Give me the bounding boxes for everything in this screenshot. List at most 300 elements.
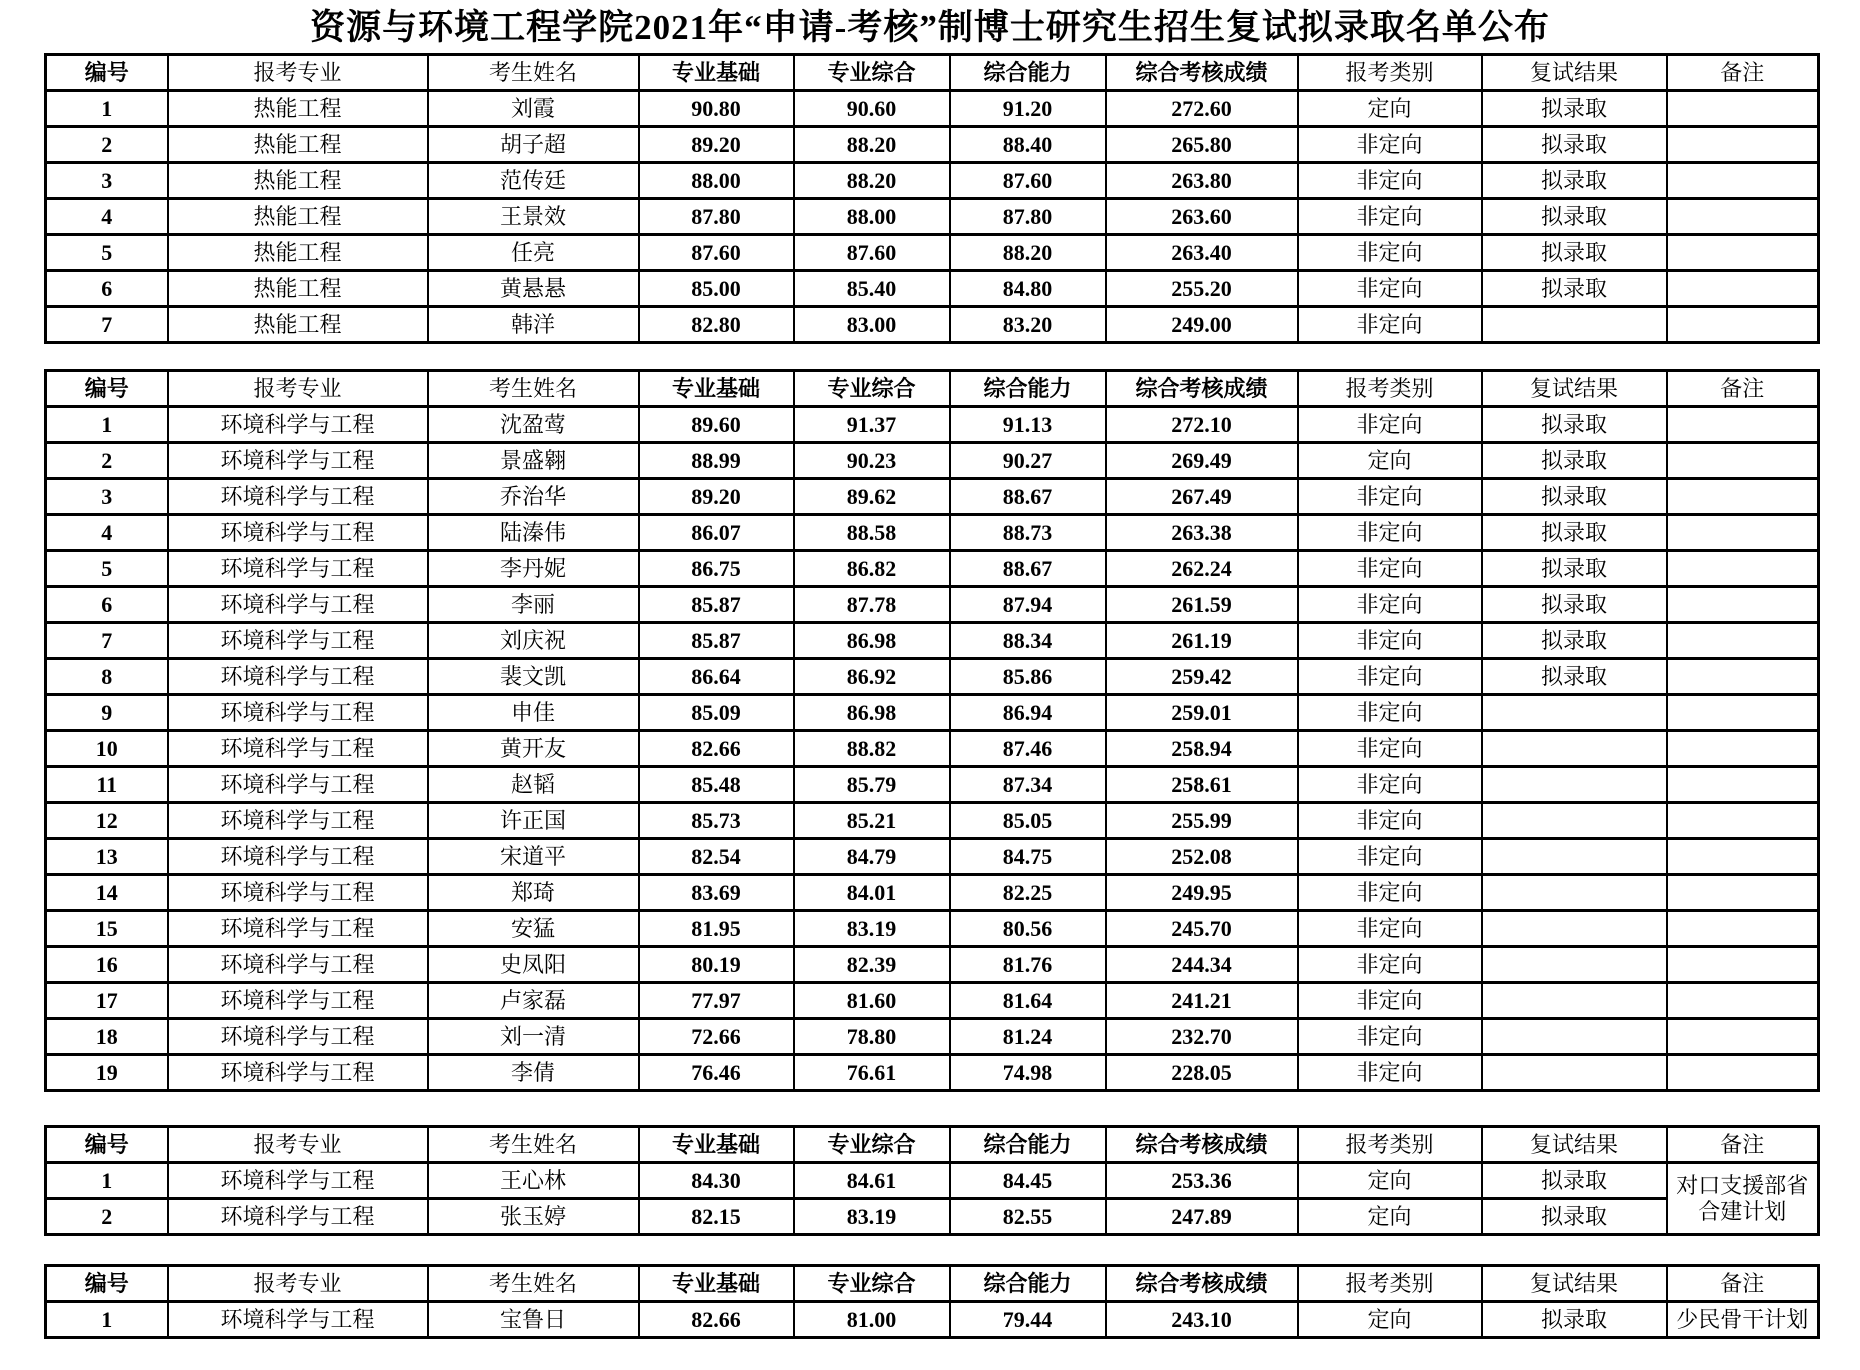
cell-note	[1667, 127, 1819, 163]
cell-category: 非定向	[1298, 767, 1482, 803]
cell-comp: 86.98	[794, 623, 950, 659]
cell-comp: 82.39	[794, 947, 950, 983]
table-row	[46, 91, 1819, 127]
cell-name: 申佳	[428, 695, 639, 731]
cell-total: 232.70	[1106, 1019, 1298, 1055]
cell-no: 17	[46, 983, 168, 1019]
cell-no: 1	[46, 1163, 168, 1199]
cell-base: 82.15	[639, 1199, 794, 1235]
cell-note	[1667, 947, 1819, 983]
cell-total: 261.19	[1106, 623, 1298, 659]
cell-note	[1667, 515, 1819, 551]
cell-name: 郑琦	[428, 875, 639, 911]
cell-category: 定向	[1298, 1199, 1482, 1235]
cell-result: 拟录取	[1482, 235, 1667, 271]
cell-no: 2	[46, 127, 168, 163]
cell-name: 范传廷	[428, 163, 639, 199]
cell-total: 267.49	[1106, 479, 1298, 515]
cell-name: 李丽	[428, 587, 639, 623]
roster-table-3	[44, 1125, 1820, 1236]
cell-total: 249.00	[1106, 307, 1298, 343]
cell-base: 82.66	[639, 731, 794, 767]
table-row	[46, 983, 1819, 1019]
cell-ability: 88.67	[950, 551, 1106, 587]
cell-base: 85.87	[639, 623, 794, 659]
cell-category: 非定向	[1298, 911, 1482, 947]
table-row	[46, 127, 1819, 163]
table-row	[46, 199, 1819, 235]
header-ability: 综合能力	[950, 1266, 1106, 1302]
cell-ability: 91.20	[950, 91, 1106, 127]
cell-note: 对口支援部省合建计划	[1667, 1163, 1819, 1235]
header-total: 综合考核成绩	[1106, 371, 1298, 407]
header-result: 复试结果	[1482, 371, 1667, 407]
header-no: 编号	[46, 55, 168, 91]
cell-note	[1667, 983, 1819, 1019]
cell-category: 非定向	[1298, 659, 1482, 695]
table-row	[46, 623, 1819, 659]
cell-result	[1482, 983, 1667, 1019]
cell-base: 86.07	[639, 515, 794, 551]
cell-no: 14	[46, 875, 168, 911]
cell-ability: 83.20	[950, 307, 1106, 343]
cell-total: 253.36	[1106, 1163, 1298, 1199]
cell-result: 拟录取	[1482, 1163, 1667, 1199]
cell-comp: 88.20	[794, 127, 950, 163]
table-row	[46, 307, 1819, 343]
cell-no: 13	[46, 839, 168, 875]
header-major: 报考专业	[168, 1266, 428, 1302]
header-category: 报考类别	[1298, 1127, 1482, 1163]
cell-category: 非定向	[1298, 407, 1482, 443]
cell-name: 沈盈莺	[428, 407, 639, 443]
header-name: 考生姓名	[428, 55, 639, 91]
table-row	[46, 839, 1819, 875]
cell-comp: 85.40	[794, 271, 950, 307]
cell-major: 环境科学与工程	[168, 1163, 428, 1199]
header-comp: 专业综合	[794, 55, 950, 91]
cell-ability: 87.94	[950, 587, 1106, 623]
cell-result: 拟录取	[1482, 1199, 1667, 1235]
table-row	[46, 587, 1819, 623]
cell-result: 拟录取	[1482, 515, 1667, 551]
table-row	[46, 271, 1819, 307]
cell-no: 8	[46, 659, 168, 695]
header-base: 专业基础	[639, 1127, 794, 1163]
cell-comp: 78.80	[794, 1019, 950, 1055]
roster-table-2	[44, 369, 1820, 1092]
cell-major: 热能工程	[168, 91, 428, 127]
cell-name: 张玉婷	[428, 1199, 639, 1235]
cell-note	[1667, 235, 1819, 271]
cell-total: 263.40	[1106, 235, 1298, 271]
cell-name: 韩洋	[428, 307, 639, 343]
cell-comp: 81.00	[794, 1302, 950, 1338]
cell-major: 环境科学与工程	[168, 875, 428, 911]
cell-comp: 87.60	[794, 235, 950, 271]
cell-ability: 85.05	[950, 803, 1106, 839]
cell-base: 89.20	[639, 127, 794, 163]
cell-category: 非定向	[1298, 1055, 1482, 1091]
table-row	[46, 551, 1819, 587]
cell-base: 88.00	[639, 163, 794, 199]
header-row	[46, 1266, 1819, 1302]
cell-no: 18	[46, 1019, 168, 1055]
roster-table-4	[44, 1264, 1820, 1339]
cell-ability: 84.80	[950, 271, 1106, 307]
header-base: 专业基础	[639, 1266, 794, 1302]
cell-comp: 88.20	[794, 163, 950, 199]
cell-note	[1667, 767, 1819, 803]
cell-result: 拟录取	[1482, 407, 1667, 443]
cell-base: 72.66	[639, 1019, 794, 1055]
cell-result	[1482, 911, 1667, 947]
cell-major: 环境科学与工程	[168, 839, 428, 875]
cell-result	[1482, 731, 1667, 767]
header-base: 专业基础	[639, 55, 794, 91]
header-row	[46, 55, 1819, 91]
cell-base: 87.60	[639, 235, 794, 271]
header-no: 编号	[46, 1127, 168, 1163]
cell-base: 86.75	[639, 551, 794, 587]
cell-ability: 88.73	[950, 515, 1106, 551]
cell-note	[1667, 587, 1819, 623]
table-row	[46, 515, 1819, 551]
cell-result: 拟录取	[1482, 127, 1667, 163]
cell-comp: 85.21	[794, 803, 950, 839]
cell-ability: 87.34	[950, 767, 1106, 803]
cell-base: 90.80	[639, 91, 794, 127]
cell-no: 5	[46, 235, 168, 271]
cell-name: 胡子超	[428, 127, 639, 163]
cell-base: 85.00	[639, 271, 794, 307]
cell-comp: 86.82	[794, 551, 950, 587]
cell-name: 刘霞	[428, 91, 639, 127]
cell-category: 非定向	[1298, 163, 1482, 199]
cell-result: 拟录取	[1482, 271, 1667, 307]
cell-result: 拟录取	[1482, 199, 1667, 235]
cell-comp: 88.00	[794, 199, 950, 235]
cell-name: 裴文凯	[428, 659, 639, 695]
cell-note	[1667, 1019, 1819, 1055]
cell-result	[1482, 695, 1667, 731]
cell-category: 非定向	[1298, 1019, 1482, 1055]
cell-no: 7	[46, 307, 168, 343]
cell-name: 乔治华	[428, 479, 639, 515]
cell-major: 热能工程	[168, 127, 428, 163]
cell-no: 6	[46, 587, 168, 623]
cell-no: 15	[46, 911, 168, 947]
cell-result	[1482, 839, 1667, 875]
roster-table-1	[44, 53, 1820, 344]
cell-comp: 85.79	[794, 767, 950, 803]
cell-major: 环境科学与工程	[168, 911, 428, 947]
cell-no: 12	[46, 803, 168, 839]
cell-base: 85.09	[639, 695, 794, 731]
cell-base: 84.30	[639, 1163, 794, 1199]
cell-major: 环境科学与工程	[168, 443, 428, 479]
table-row	[46, 947, 1819, 983]
header-major: 报考专业	[168, 371, 428, 407]
header-category: 报考类别	[1298, 55, 1482, 91]
cell-result	[1482, 1019, 1667, 1055]
cell-major: 环境科学与工程	[168, 623, 428, 659]
cell-category: 非定向	[1298, 235, 1482, 271]
header-major: 报考专业	[168, 55, 428, 91]
cell-base: 89.60	[639, 407, 794, 443]
header-result: 复试结果	[1482, 1266, 1667, 1302]
header-note: 备注	[1667, 1266, 1819, 1302]
table-row	[46, 767, 1819, 803]
cell-name: 卢家磊	[428, 983, 639, 1019]
cell-ability: 88.67	[950, 479, 1106, 515]
cell-major: 环境科学与工程	[168, 983, 428, 1019]
cell-result: 拟录取	[1482, 659, 1667, 695]
cell-major: 环境科学与工程	[168, 1055, 428, 1091]
header-total: 综合考核成绩	[1106, 1266, 1298, 1302]
cell-comp: 84.79	[794, 839, 950, 875]
cell-name: 安猛	[428, 911, 639, 947]
cell-major: 环境科学与工程	[168, 515, 428, 551]
cell-ability: 87.46	[950, 731, 1106, 767]
cell-major: 热能工程	[168, 307, 428, 343]
cell-comp: 89.62	[794, 479, 950, 515]
cell-total: 243.10	[1106, 1302, 1298, 1338]
cell-major: 环境科学与工程	[168, 731, 428, 767]
cell-total: 244.34	[1106, 947, 1298, 983]
cell-no: 2	[46, 443, 168, 479]
cell-total: 259.01	[1106, 695, 1298, 731]
cell-major: 环境科学与工程	[168, 407, 428, 443]
header-total: 综合考核成绩	[1106, 1127, 1298, 1163]
cell-category: 非定向	[1298, 695, 1482, 731]
cell-comp: 81.60	[794, 983, 950, 1019]
cell-major: 环境科学与工程	[168, 587, 428, 623]
header-result: 复试结果	[1482, 1127, 1667, 1163]
cell-note	[1667, 911, 1819, 947]
cell-no: 1	[46, 1302, 168, 1338]
cell-base: 83.69	[639, 875, 794, 911]
cell-result	[1482, 1055, 1667, 1091]
tables-container	[0, 53, 1860, 1339]
header-note: 备注	[1667, 1127, 1819, 1163]
cell-note	[1667, 1055, 1819, 1091]
header-ability: 综合能力	[950, 371, 1106, 407]
cell-category: 定向	[1298, 1302, 1482, 1338]
header-ability: 综合能力	[950, 1127, 1106, 1163]
cell-major: 环境科学与工程	[168, 1199, 428, 1235]
header-total: 综合考核成绩	[1106, 55, 1298, 91]
cell-no: 4	[46, 199, 168, 235]
cell-ability: 87.80	[950, 199, 1106, 235]
header-base: 专业基础	[639, 371, 794, 407]
cell-major: 环境科学与工程	[168, 479, 428, 515]
cell-ability: 84.75	[950, 839, 1106, 875]
cell-total: 249.95	[1106, 875, 1298, 911]
cell-name: 许正国	[428, 803, 639, 839]
cell-name: 宝鲁日	[428, 1302, 639, 1338]
cell-name: 任亮	[428, 235, 639, 271]
cell-major: 环境科学与工程	[168, 947, 428, 983]
cell-no: 16	[46, 947, 168, 983]
cell-base: 85.87	[639, 587, 794, 623]
cell-name: 王心林	[428, 1163, 639, 1199]
cell-result: 拟录取	[1482, 443, 1667, 479]
table-row	[46, 695, 1819, 731]
cell-comp: 90.23	[794, 443, 950, 479]
cell-result	[1482, 875, 1667, 911]
cell-total: 255.20	[1106, 271, 1298, 307]
cell-note	[1667, 731, 1819, 767]
cell-name: 王景效	[428, 199, 639, 235]
cell-note	[1667, 695, 1819, 731]
cell-ability: 74.98	[950, 1055, 1106, 1091]
cell-ability: 82.55	[950, 1199, 1106, 1235]
cell-category: 定向	[1298, 91, 1482, 127]
table-row	[46, 443, 1819, 479]
cell-no: 6	[46, 271, 168, 307]
cell-category: 非定向	[1298, 515, 1482, 551]
cell-total: 245.70	[1106, 911, 1298, 947]
header-ability: 综合能力	[950, 55, 1106, 91]
cell-ability: 86.94	[950, 695, 1106, 731]
header-note: 备注	[1667, 371, 1819, 407]
table-row	[46, 1163, 1819, 1199]
cell-note	[1667, 875, 1819, 911]
cell-ability: 81.64	[950, 983, 1106, 1019]
header-note: 备注	[1667, 55, 1819, 91]
table-row	[46, 1055, 1819, 1091]
cell-no: 1	[46, 91, 168, 127]
cell-name: 史凤阳	[428, 947, 639, 983]
cell-category: 非定向	[1298, 875, 1482, 911]
cell-total: 269.49	[1106, 443, 1298, 479]
cell-note	[1667, 199, 1819, 235]
cell-ability: 80.56	[950, 911, 1106, 947]
cell-total: 252.08	[1106, 839, 1298, 875]
cell-category: 非定向	[1298, 127, 1482, 163]
cell-category: 非定向	[1298, 731, 1482, 767]
cell-total: 241.21	[1106, 983, 1298, 1019]
cell-ability: 79.44	[950, 1302, 1106, 1338]
header-comp: 专业综合	[794, 371, 950, 407]
cell-note	[1667, 443, 1819, 479]
cell-comp: 83.19	[794, 911, 950, 947]
cell-category: 非定向	[1298, 551, 1482, 587]
cell-category: 非定向	[1298, 947, 1482, 983]
cell-major: 环境科学与工程	[168, 803, 428, 839]
cell-name: 刘庆祝	[428, 623, 639, 659]
cell-major: 环境科学与工程	[168, 551, 428, 587]
cell-result: 拟录取	[1482, 479, 1667, 515]
header-category: 报考类别	[1298, 371, 1482, 407]
cell-major: 热能工程	[168, 163, 428, 199]
cell-total: 261.59	[1106, 587, 1298, 623]
cell-major: 环境科学与工程	[168, 695, 428, 731]
table-row	[46, 1302, 1819, 1338]
cell-base: 76.46	[639, 1055, 794, 1091]
cell-name: 李丹妮	[428, 551, 639, 587]
cell-name: 宋道平	[428, 839, 639, 875]
cell-base: 77.97	[639, 983, 794, 1019]
cell-no: 7	[46, 623, 168, 659]
cell-note	[1667, 407, 1819, 443]
header-name: 考生姓名	[428, 1266, 639, 1302]
cell-comp: 90.60	[794, 91, 950, 127]
cell-comp: 86.98	[794, 695, 950, 731]
cell-ability: 81.24	[950, 1019, 1106, 1055]
cell-no: 1	[46, 407, 168, 443]
cell-base: 82.54	[639, 839, 794, 875]
cell-name: 黄开友	[428, 731, 639, 767]
cell-category: 定向	[1298, 443, 1482, 479]
cell-note	[1667, 479, 1819, 515]
cell-total: 228.05	[1106, 1055, 1298, 1091]
cell-comp: 88.58	[794, 515, 950, 551]
cell-ability: 84.45	[950, 1163, 1106, 1199]
cell-major: 环境科学与工程	[168, 1019, 428, 1055]
cell-no: 19	[46, 1055, 168, 1091]
table-row	[46, 731, 1819, 767]
header-row	[46, 1127, 1819, 1163]
cell-comp: 83.19	[794, 1199, 950, 1235]
cell-ability: 91.13	[950, 407, 1106, 443]
cell-major: 热能工程	[168, 271, 428, 307]
cell-major: 环境科学与工程	[168, 659, 428, 695]
cell-result	[1482, 947, 1667, 983]
cell-base: 82.66	[639, 1302, 794, 1338]
cell-no: 10	[46, 731, 168, 767]
cell-base: 87.80	[639, 199, 794, 235]
cell-comp: 86.92	[794, 659, 950, 695]
cell-major: 环境科学与工程	[168, 767, 428, 803]
cell-ability: 85.86	[950, 659, 1106, 695]
cell-total: 263.80	[1106, 163, 1298, 199]
cell-note	[1667, 271, 1819, 307]
cell-total: 255.99	[1106, 803, 1298, 839]
cell-name: 陆溱伟	[428, 515, 639, 551]
header-comp: 专业综合	[794, 1127, 950, 1163]
cell-note	[1667, 803, 1819, 839]
cell-comp: 84.61	[794, 1163, 950, 1199]
cell-category: 非定向	[1298, 803, 1482, 839]
cell-comp: 88.82	[794, 731, 950, 767]
header-row	[46, 371, 1819, 407]
cell-total: 258.94	[1106, 731, 1298, 767]
cell-result	[1482, 307, 1667, 343]
cell-result: 拟录取	[1482, 1302, 1667, 1338]
cell-total: 262.24	[1106, 551, 1298, 587]
cell-ability: 82.25	[950, 875, 1106, 911]
cell-major: 热能工程	[168, 199, 428, 235]
header-name: 考生姓名	[428, 371, 639, 407]
cell-result: 拟录取	[1482, 587, 1667, 623]
cell-category: 非定向	[1298, 307, 1482, 343]
cell-result: 拟录取	[1482, 551, 1667, 587]
cell-ability: 90.27	[950, 443, 1106, 479]
cell-result: 拟录取	[1482, 623, 1667, 659]
cell-category: 非定向	[1298, 623, 1482, 659]
cell-result: 拟录取	[1482, 91, 1667, 127]
cell-no: 4	[46, 515, 168, 551]
cell-total: 272.10	[1106, 407, 1298, 443]
cell-major: 热能工程	[168, 235, 428, 271]
cell-note	[1667, 839, 1819, 875]
cell-base: 80.19	[639, 947, 794, 983]
cell-base: 85.73	[639, 803, 794, 839]
cell-note	[1667, 91, 1819, 127]
cell-category: 非定向	[1298, 587, 1482, 623]
